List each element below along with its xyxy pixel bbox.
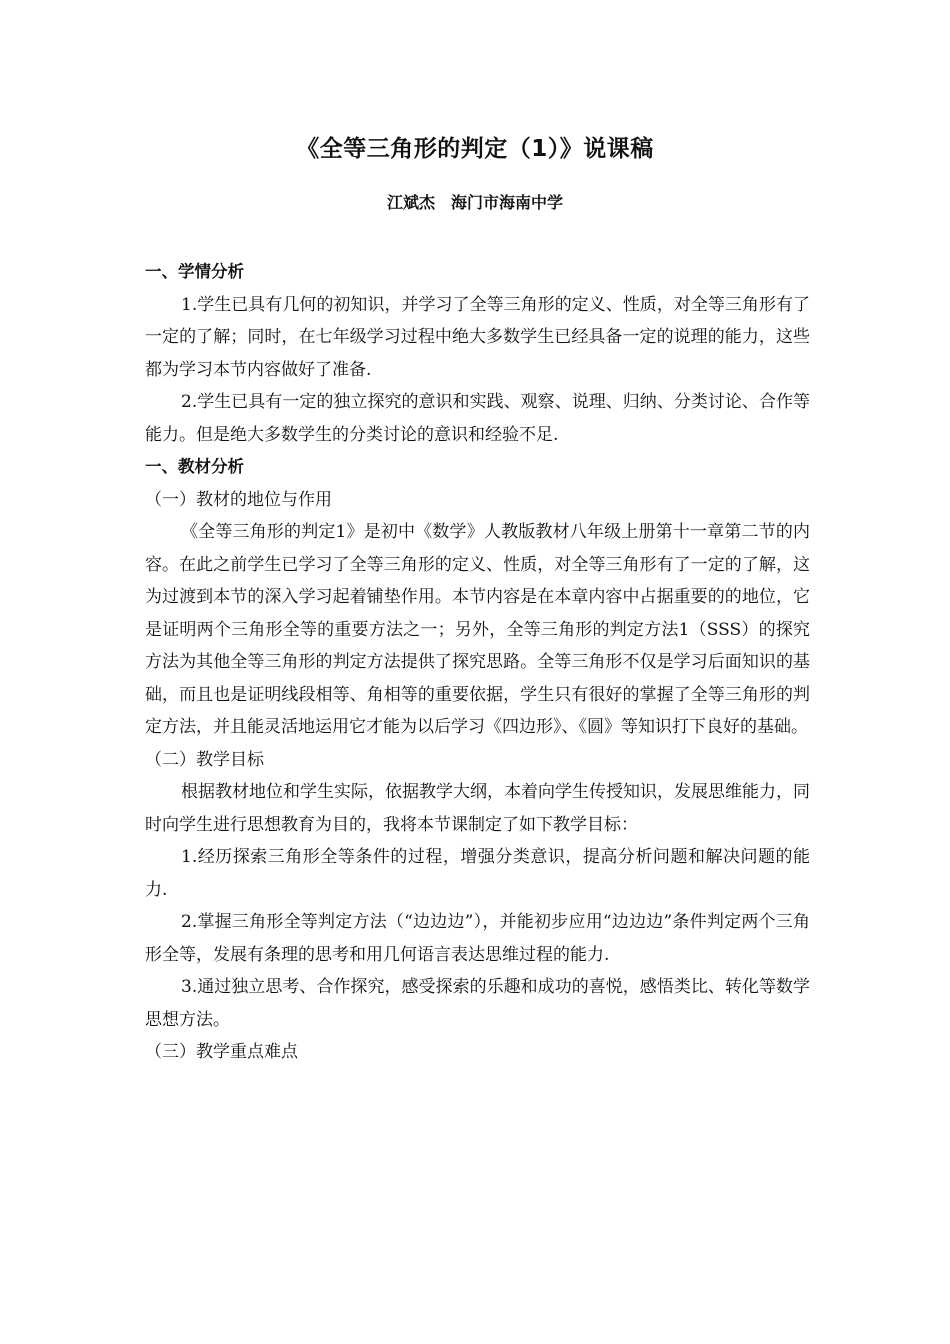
author-name: 江斌杰 [386, 193, 435, 212]
subsection-heading: （二）教学目标 [145, 749, 264, 770]
paragraph: 根据教材地位和学生实际，依据教学大纲，本着向学生传授知识，发展思维能力，同时向学生进行思想教育为目的，我将本节课制定了如下教学目标： [145, 782, 810, 835]
subsection-heading: （三）教学重点难点 [145, 1042, 298, 1062]
section-heading-textbook-analysis: 一、教材分析 [145, 457, 244, 476]
paragraph: 1.经历探索三角形全等条件的过程，增强分类意识，提高分析问题和解决问题的能力. [145, 847, 810, 900]
paragraph: 2.掌握三角形全等判定方法（“边边边”），并能初步应用“边边边”条件判定两个三角形全等，发展有条理的思考和用几何语言表达思维过程的能力. [145, 912, 810, 965]
paragraph: 2.学生已具有一定的独立探究的意识和实践、观察、说理、归纳、分类讨论、合作等能力。但是绝大多数学生的分类讨论的意识和经验不足. [145, 392, 810, 445]
author-school: 海门市海南中学 [451, 193, 564, 212]
author-line [0, 190, 950, 216]
paragraph: 3.通过独立思考、合作探究，感受探索的乐趣和成功的喜悦，感悟类比、转化等数学思想方法。 [145, 977, 810, 1030]
document-body [145, 256, 810, 1069]
document-title: 《全等三角形的判定（1）》说课稿 [296, 136, 654, 162]
paragraph: 《全等三角形的判定1》是初中《数学》人教版教材八年级上册第十一章第二节的内容。在此之前学生已学习了全等三角形的定义、性质，对全等三角形有了一定的了解，这为过渡到本节的深入学习起着铺垫作用。本节内容是在本章内容中占据重要的的地位，它是证明两个三角形全等的重要方法之一；另外，全等三角形的判定方法1（SSS）的探究方法为其他全等三角形的判定方法提供了探究思路。全等三角形不仅是学习后面知识的基础，而且也是证明线段相等、角相等的重要依据，学生只有很好的掌握了全等三角形的判定方法，并且能灵活地运用它才能为以后学习《四边形》、《圆》等知识打下良好的基础。 [145, 522, 810, 737]
subsection-heading: （一）教材的地位与作用 [145, 489, 332, 510]
section-heading-learner-analysis: 一、学情分析 [145, 262, 244, 281]
paragraph: 1.学生已具有几何的初知识，并学习了全等三角形的定义、性质，对全等三角形有了一定的了解；同时，在七年级学习过程中绝大多数学生已经具备一定的说理的能力，这些都为学习本节内容做好了准备. [145, 294, 810, 380]
